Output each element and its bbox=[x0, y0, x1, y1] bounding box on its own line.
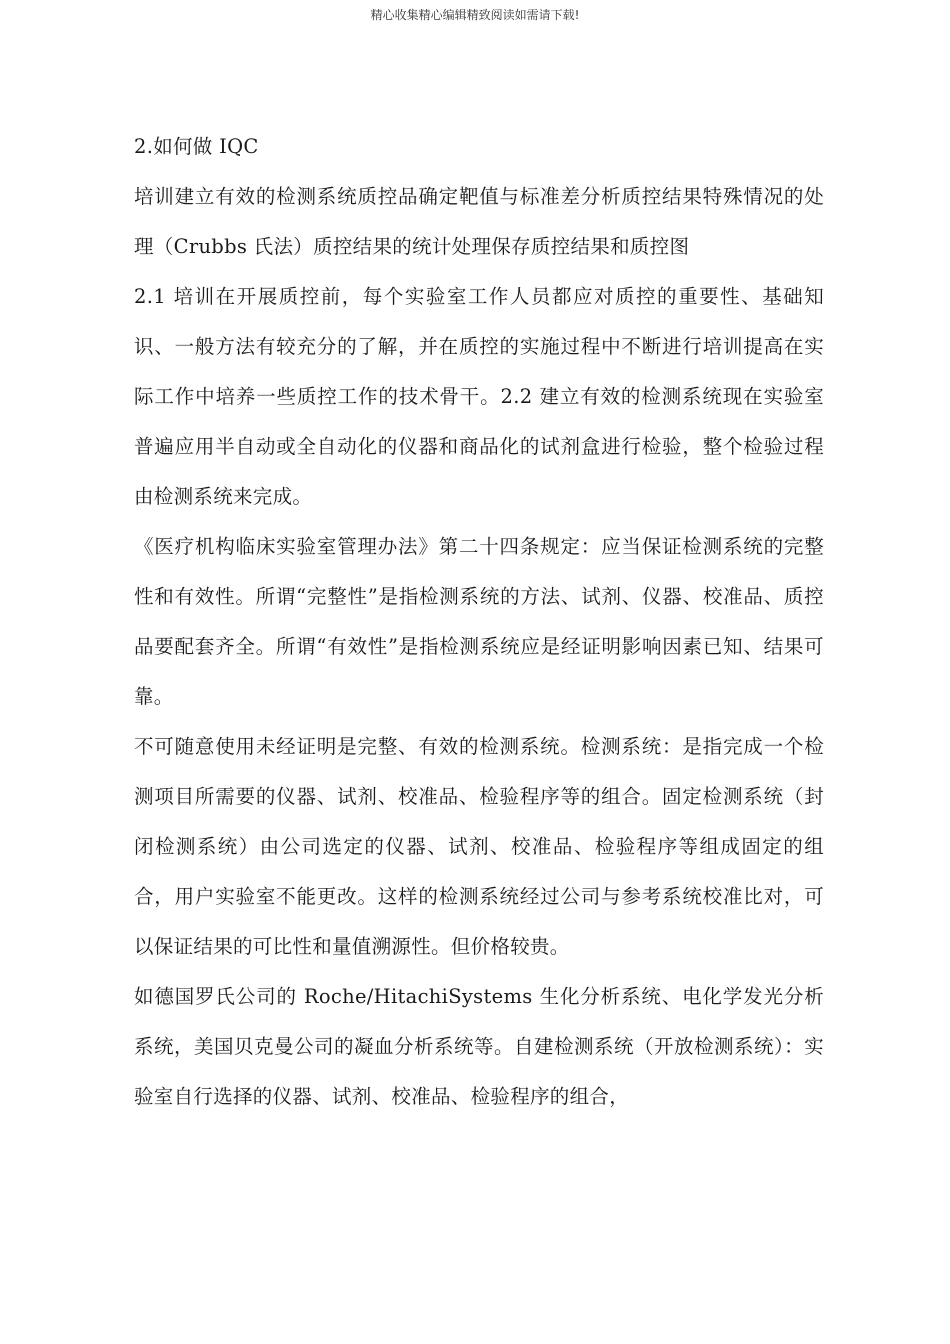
paragraph: 《医疗机构临床实验室管理办法》第二十四条规定：应当保证检测系统的完整性和有效性。所谓“完整性”是指检测系统的方法、试剂、仪器、校准品、质控品要配套齐全。所谓“有效性”是指检测系统应是经证明影响因素已知、结果可靠。 bbox=[134, 535, 824, 708]
paragraph: 如德国罗氏公司的 Roche/HitachiSystems 生化分析系统、电化学发光分析系统，美国贝克曼公司的凝血分析系统等。自建检测系统（开放检测系统）：实验室自行选择的仪器、试剂、校准品、检验程序的组合， bbox=[134, 985, 824, 1108]
document-body bbox=[134, 122, 824, 1122]
page-header: 精心收集精心编辑精致阅读如需请下载! bbox=[370, 8, 580, 22]
paragraph: 不可随意使用未经证明是完整、有效的检测系统。检测系统：是指完成一个检测项目所需要的仪器、试剂、校准品、检验程序等的组合。固定检测系统（封闭检测系统）由公司选定的仪器、试剂、校准品、检验程序等组成固定的组合，用户实验室不能更改。这样的检测系统经过公司与参考系统校准比对，可以保证结果的可比性和量值溯源性。但价格较贵。 bbox=[134, 735, 824, 958]
section-title: 2.如何做 IQC bbox=[134, 135, 259, 158]
paragraph: 2.1 培训在开展质控前，每个实验室工作人员都应对质控的重要性、基础知识、一般方法有较充分的了解，并在质控的实施过程中不断进行培训提高在实际工作中培养一些质控工作的技术骨干。2.2 建立有效的检测系统现在实验室普遍应用半自动或全自动化的仪器和商品化的试剂盒进行检验，整个检验过程由检测系统来完成。 bbox=[134, 285, 824, 508]
paragraph: 培训建立有效的检测系统质控品确定靶值与标准差分析质控结果特殊情况的处理（Crubbs 氏法）质控结果的统计处理保存质控结果和质控图 bbox=[134, 185, 824, 258]
